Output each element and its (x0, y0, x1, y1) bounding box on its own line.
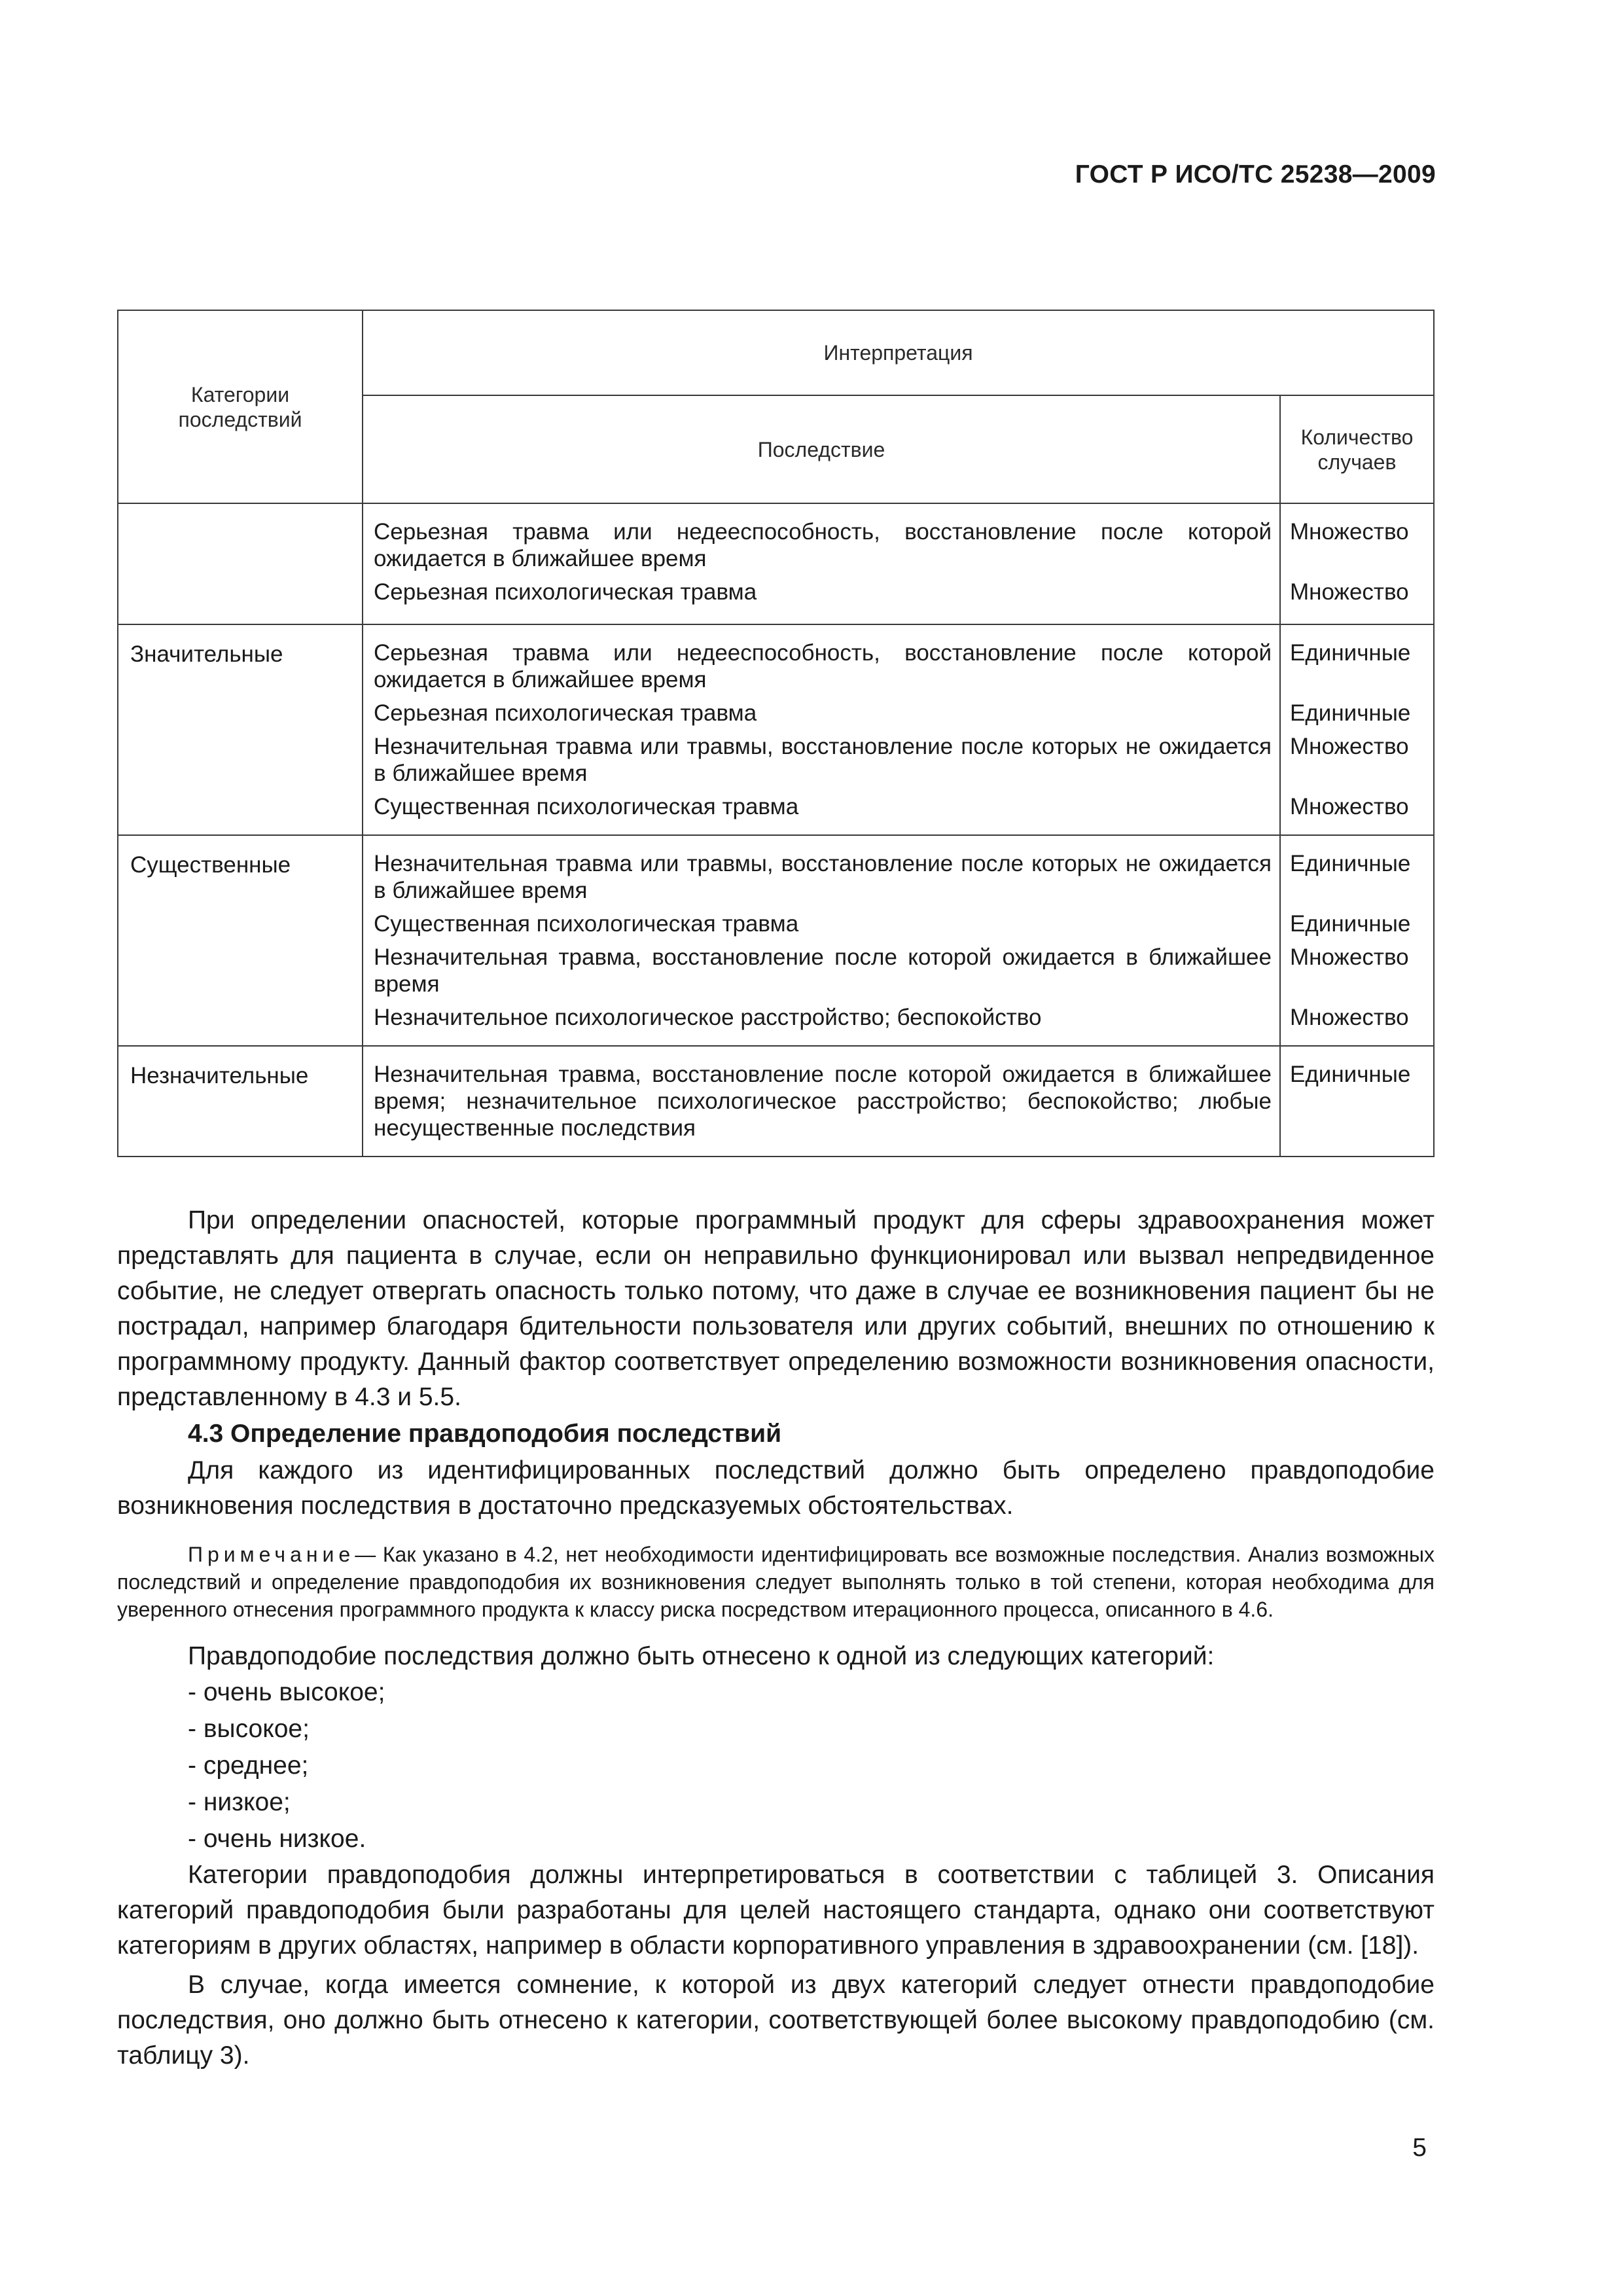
consequence-cell (363, 1046, 1280, 1157)
paragraph: Категории правдоподобия должны интерпретироваться в соответствии с таблицей 3. Описания категорий правдоподобия были разработаны для целей настоящего стандарта, однако они соответствуют категориям в других областях, например в области корпоративного управления в здравоохранении (см. [18]). (117, 1861, 1435, 1960)
consequence-text: Существенная психологическая травма (374, 911, 799, 937)
list-item: - очень низкое. (188, 1825, 366, 1853)
list-item: - очень высокое; (188, 1678, 385, 1706)
count-text: Множество (1290, 1005, 1409, 1030)
consequence-text: Серьезная травма или недееспособность, восстановление после которой ожидается в ближайшее время (374, 640, 1272, 692)
list-item: - среднее; (188, 1751, 309, 1780)
note-label: Примечание (188, 1543, 355, 1566)
document-header: ГОСТ Р ИСО/ТС 25238—2009 (1075, 160, 1436, 188)
list-item: - низкое; (188, 1788, 291, 1816)
count-text: Множество (1290, 734, 1409, 759)
consequence-cell (363, 835, 1280, 1046)
count-text: Единичные (1290, 851, 1411, 876)
list-item: - высокое; (188, 1715, 310, 1743)
paragraph: При определении опасностей, которые программный продукт для сферы здравоохранения может представлять для пациента в случае, если он неправильно функционировал или вызвал непредвиденное событие, не следует отвергать опасность только потому, что даже в случае ее возникновения пациент бы не пострадал, например благодаря бдительности пользователя или других событий, внешних по отношению к программному продукту. Данный фактор соответствует определению возможности возникновения опасности, представленному в 4.3 и 5.5. (117, 1206, 1435, 1411)
consequence-cell (363, 503, 1280, 624)
table-row-group-1 (118, 624, 1434, 835)
consequence-text: Серьезная психологическая травма (374, 700, 757, 726)
category-cell (118, 503, 363, 624)
header-category: Категории последствий (118, 310, 363, 503)
count-text: Единичные (1290, 700, 1411, 726)
count-text: Множество (1290, 944, 1409, 970)
count-cell (1280, 1046, 1434, 1157)
header-count: Количество случаев (1280, 395, 1434, 503)
consequence-text: Незначительная травма или травмы, восстановление после которых не ожидается в ближайшее время (374, 851, 1272, 903)
count-text: Единичные (1290, 1062, 1411, 1087)
paragraph: Для каждого из идентифицированных последствий должно быть определено правдоподобие возникновения последствия в достаточно предсказуемых обстоятельствах. (117, 1456, 1435, 1520)
consequence-text: Серьезная травма или недееспособность, восстановление после которой ожидается в ближайшее время (374, 519, 1272, 571)
table-row-group-2 (118, 835, 1434, 1046)
table-row-group-3 (118, 1046, 1434, 1157)
consequence-text: Незначительная травма, восстановление после которой ожидается в ближайшее время (374, 944, 1272, 997)
consequence-text: Серьезная психологическая травма (374, 579, 757, 605)
consequence-text: Незначительная травма, восстановление после которой ожидается в ближайшее время; незначительное психологическое расстройство; беспокойство; любые несущественные последствия (374, 1062, 1272, 1141)
page-number: 5 (1412, 2134, 1427, 2162)
category-cell: Незначительные (118, 1046, 363, 1157)
note-text: — Как указано в 4.2, нет необходимости идентифицировать все возможные последствия. Анализ возможных последствий и определение правдоподобия их возникновения следует выполнять только в той степени, которая необходима для уверенного отнесения программного продукта к классу риска посредством итерационного процесса, описанного в 4.6. (117, 1543, 1435, 1621)
count-text: Множество (1290, 519, 1409, 545)
category-cell: Существенные (118, 835, 363, 1046)
table-row-group-0 (118, 503, 1434, 624)
count-text: Множество (1290, 579, 1409, 605)
section-heading: 4.3 Определение правдоподобия последствий (188, 1420, 782, 1448)
consequence-cell (363, 624, 1280, 835)
body-text (117, 1203, 1435, 2073)
count-cell (1280, 624, 1434, 835)
count-cell (1280, 835, 1434, 1046)
consequence-text: Незначительная травма или травмы, восстановление после которых не ожидается в ближайшее время (374, 734, 1272, 786)
header-interpretation: Интерпретация (363, 310, 1434, 395)
count-cell (1280, 503, 1434, 624)
category-cell: Значительные (118, 624, 363, 835)
header-consequence: Последствие (363, 395, 1280, 503)
note (117, 1541, 1435, 1623)
likelihood-list (117, 1674, 1435, 1857)
paragraph: Правдоподобие последствия должно быть отнесено к одной из следующих категорий: (188, 1642, 1215, 1670)
consequence-text: Существенная психологическая травма (374, 794, 799, 819)
consequence-table (117, 310, 1435, 1157)
consequence-text: Незначительное психологическое расстройство; беспокойство (374, 1005, 1042, 1030)
count-text: Множество (1290, 794, 1409, 819)
count-text: Единичные (1290, 640, 1411, 666)
count-text: Единичные (1290, 911, 1411, 937)
paragraph: В случае, когда имеется сомнение, к которой из двух категорий следует отнести правдоподобие последствия, оно должно быть отнесено к категории, соответствующей более высокому правдоподобию (см. таблицу 3). (117, 1971, 1435, 2070)
